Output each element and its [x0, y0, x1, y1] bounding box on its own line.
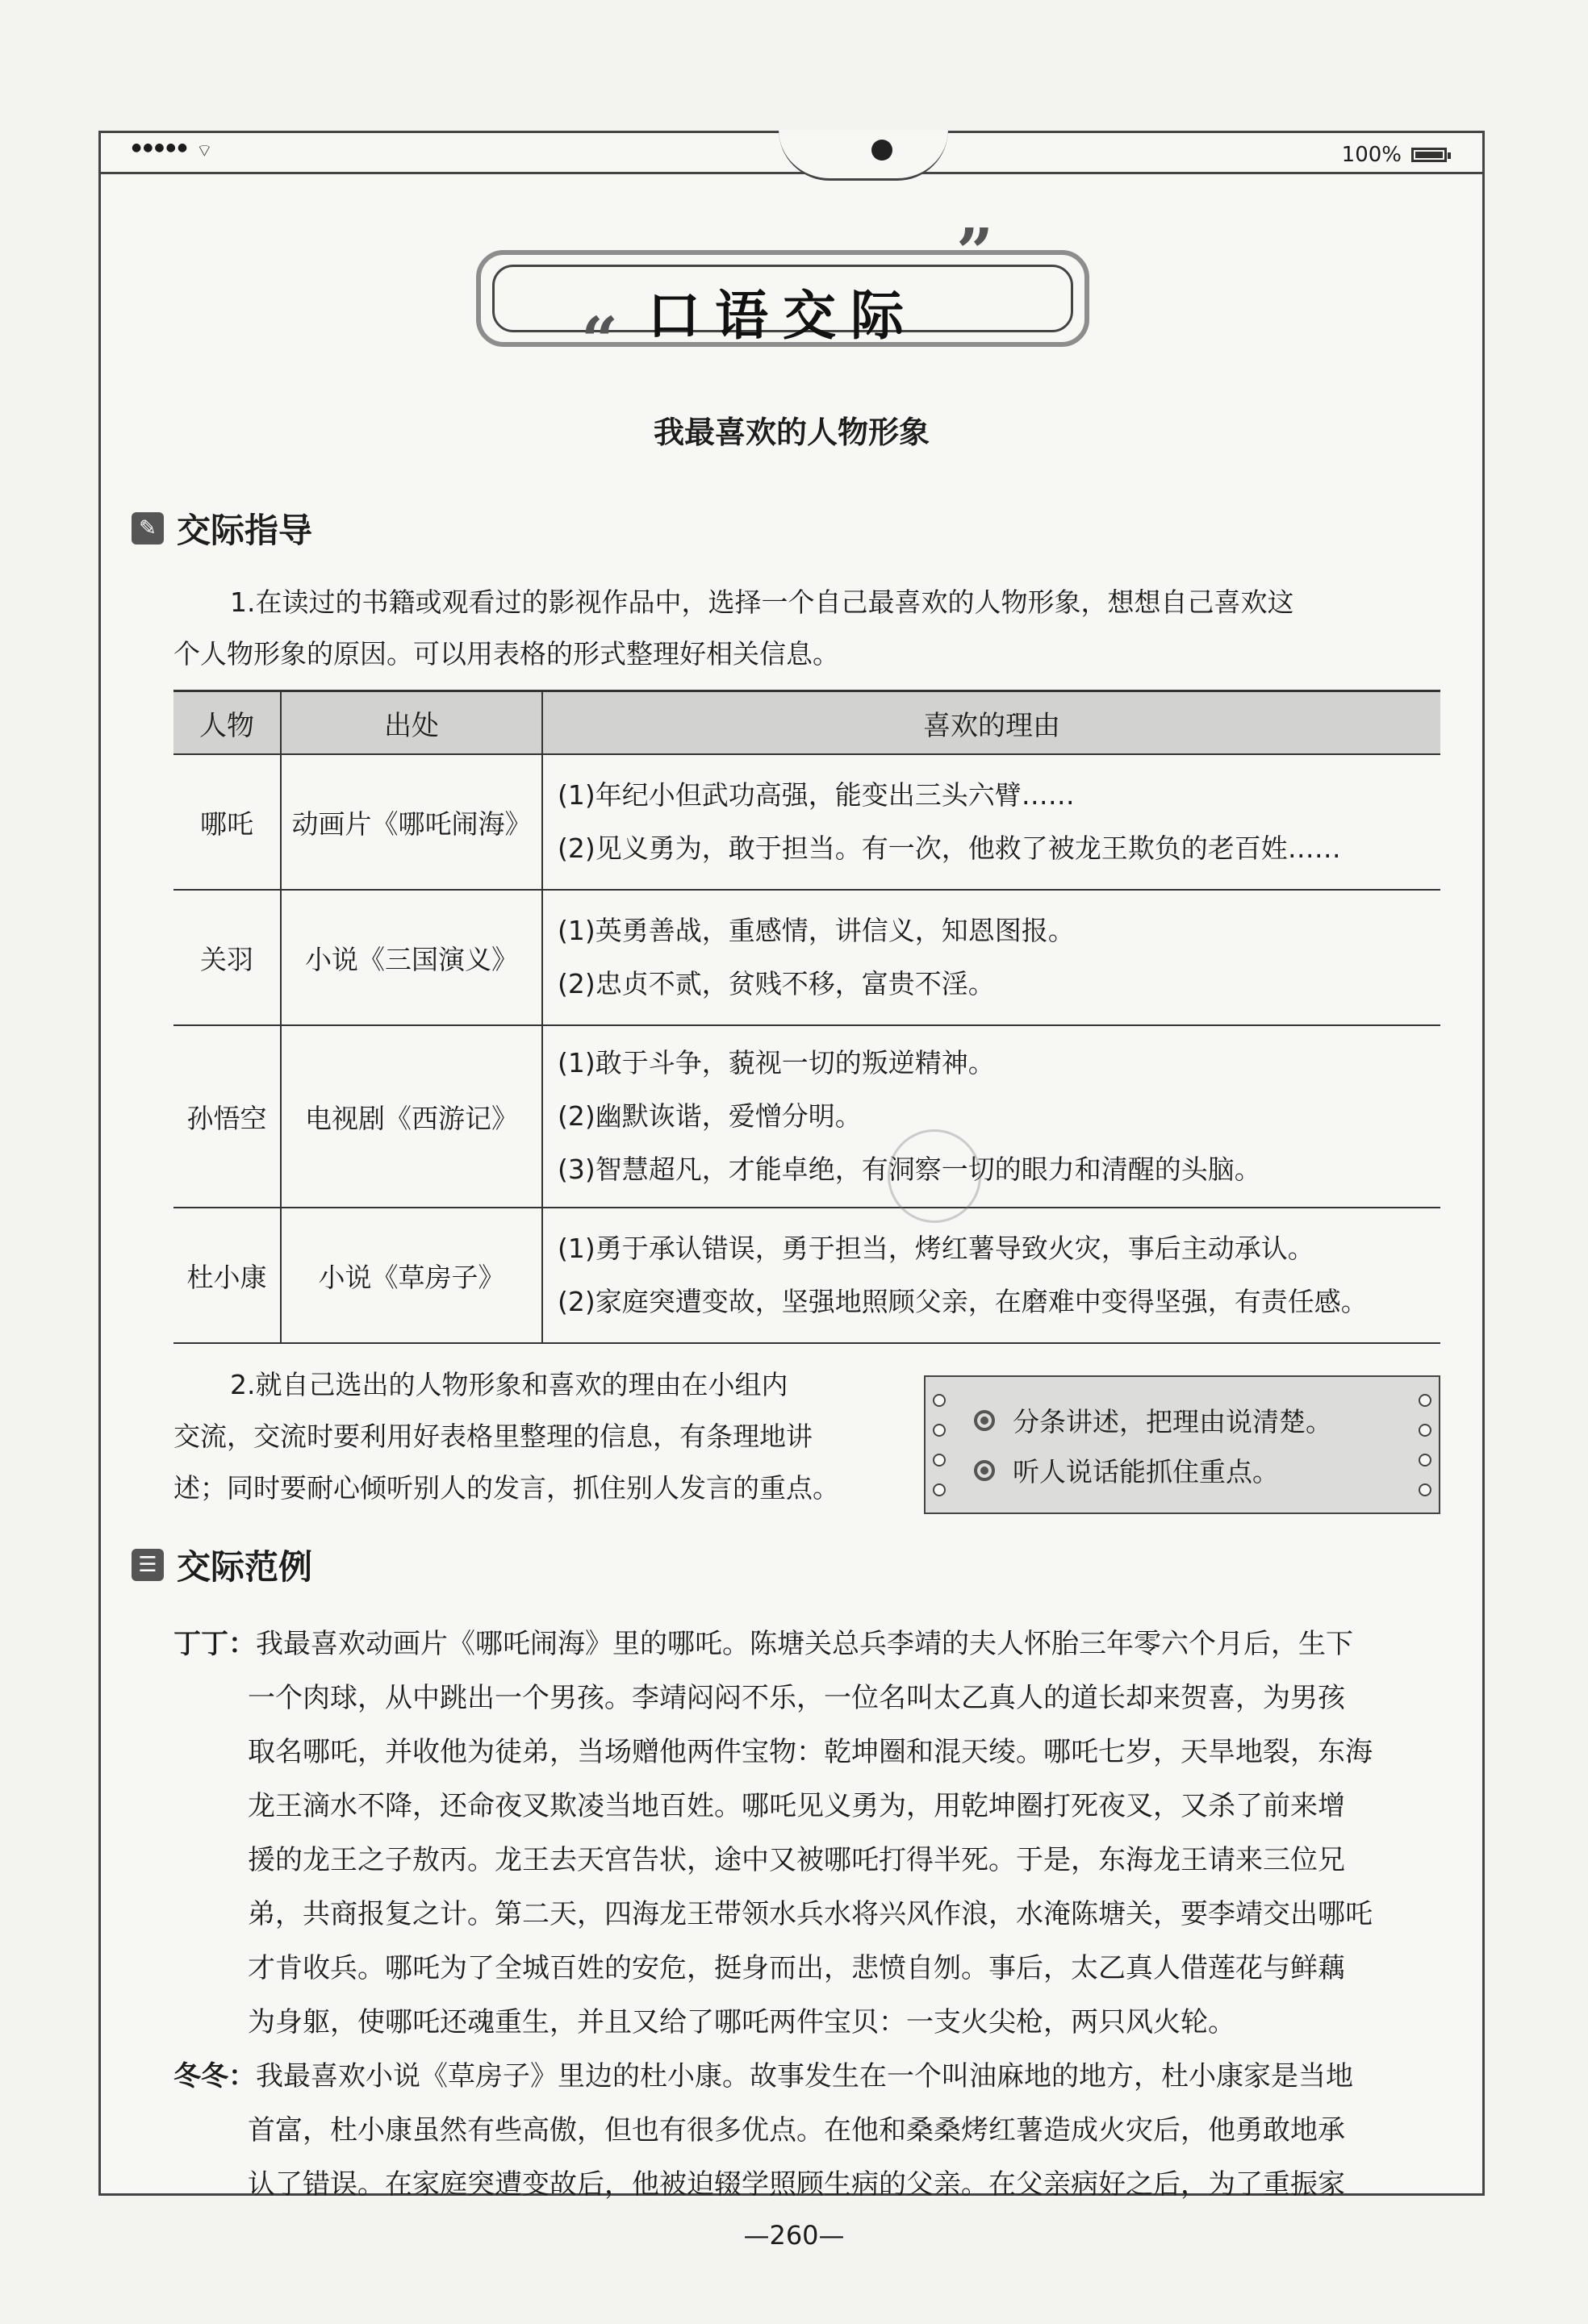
table-row	[173, 754, 1440, 890]
signal-icon: ●●●●●	[132, 141, 190, 154]
dialog-line	[173, 1617, 1448, 1671]
dialog-line: 认了错误。在家庭突遭变故后，他被迫辍学照顾生病的父亲。在父亲病好之后，为了重振家	[248, 2168, 1345, 2201]
target-bullet-icon	[974, 1460, 995, 1481]
character-source: 电视剧《西游记》	[281, 1025, 542, 1208]
instruction-2-line-3: 述；同时要耐心倾听别人的发言，抓住别人发言的重点。	[173, 1472, 839, 1504]
tips-box-left-holes	[927, 1385, 951, 1504]
reason-line: (1)英勇善战，重感情，讲信义，知恩图报。	[558, 915, 1075, 946]
list-icon: ☰	[132, 1549, 164, 1581]
table-header-row	[173, 691, 1440, 755]
banner-title: 口语交际	[647, 285, 918, 347]
reason-line: (2)忠贞不贰，贫贱不移，富贵不淫。	[558, 968, 995, 999]
character-source: 动画片《哪吒闹海》	[281, 754, 542, 890]
tip-item	[974, 1401, 1332, 1439]
stamp-watermark	[888, 1129, 981, 1223]
tablet-frame	[98, 131, 1485, 2201]
section-example-title: 交际范例	[177, 1547, 313, 1587]
tips-box-right-holes	[1413, 1385, 1437, 1504]
character-reasons	[542, 1025, 1440, 1208]
header-reasons: 喜欢的理由	[542, 691, 1440, 755]
reason-line: (3)智慧超凡，才能卓绝，有洞察一切的眼力和清醒的头脑。	[558, 1154, 1261, 1185]
reason-line: (2)幽默诙谐，爱憎分明。	[558, 1100, 862, 1132]
table-row	[173, 890, 1440, 1025]
dialog-line: 一个肉球，从中跳出一个男孩。李靖闷闷不乐，一位名叫太乙真人的道长却来贺喜，为男孩	[248, 1682, 1345, 1714]
wifi-icon: ⌔	[196, 141, 213, 161]
section-example-heading	[132, 1541, 312, 1589]
battery-icon	[1411, 148, 1447, 162]
dialog-dongdong	[173, 2050, 1448, 2212]
dialog-line: 龙王滴水不降，还命夜叉欺凌当地百姓。哪吒见义勇为，用乾坤圈打死夜叉，又杀了前来增	[248, 1790, 1345, 1822]
compass-icon: ✎	[132, 512, 164, 544]
speaker-name: 冬冬：	[173, 2060, 256, 2092]
header-source: 出处	[281, 691, 542, 755]
dialog-dingding	[173, 1617, 1448, 2050]
reason-line: (2)见义勇为，敢于担当。有一次，他救了被龙王欺负的老百姓……	[558, 832, 1341, 864]
close-quote-icon: ”	[956, 214, 994, 290]
instruction-1-line-1: 1.在读过的书籍或观看过的影视作品中，选择一个自己最喜欢的人物形象，想想自己喜欢这	[230, 586, 1294, 618]
tips-box	[924, 1375, 1440, 1514]
banner	[476, 250, 1089, 347]
dialog-line: 为身躯，使哪吒还魂重生，并且又给了哪吒两件宝贝：一支火尖枪，两只风火轮。	[248, 2006, 1235, 2038]
instruction-1-line-2: 个人物形象的原因。可以用表格的形式整理好相关信息。	[173, 638, 839, 670]
lesson-subtitle: 我最喜欢的人物形象	[653, 415, 930, 450]
character-reasons	[542, 1208, 1440, 1343]
open-quote-icon: “	[581, 302, 619, 378]
dialog-text: 我最喜欢小说《草房子》里边的杜小康。故事发生在一个叫油麻地的地方，杜小康家是当地	[256, 2060, 1353, 2092]
character-source: 小说《三国演义》	[281, 890, 542, 1025]
dialog-line: 弟，共商报复之计。第二天，四海龙王带领水兵水将兴风作浪，水淹陈塘关，要李靖交出哪吒	[248, 1898, 1373, 1930]
instruction-2-line-1: 2.就自己选出的人物形象和喜欢的理由在小组内	[230, 1369, 788, 1400]
battery-text: 100%	[1341, 143, 1402, 167]
instruction-2-line-2: 交流，交流时要利用好表格里整理的信息，有条理地讲	[173, 1421, 813, 1452]
tip-item	[974, 1451, 1279, 1489]
character-name: 孙悟空	[173, 1025, 281, 1208]
character-name: 关羽	[173, 890, 281, 1025]
camera-icon	[871, 140, 892, 161]
page-number: —260—	[743, 2220, 845, 2251]
reason-line: (1)勇于承认错误，勇于担当，烤红薯导致火灾，事后主动承认。	[558, 1233, 1314, 1264]
character-source: 小说《草房子》	[281, 1208, 542, 1343]
dialog-line	[173, 2050, 1448, 2104]
table-row	[173, 1025, 1440, 1208]
character-name: 哪吒	[173, 754, 281, 890]
reason-line: (1)敢于斗争，藐视一切的叛逆精神。	[558, 1047, 995, 1079]
dialog-text: 我最喜欢动画片《哪吒闹海》里的哪吒。陈塘关总兵李靖的夫人怀胎三年零六个月后，生下	[256, 1628, 1353, 1660]
section-guide-heading	[132, 504, 312, 553]
tip-text: 听人说话能抓住重点。	[1013, 1456, 1279, 1487]
table-row	[173, 1208, 1440, 1343]
character-reasons	[542, 754, 1440, 890]
character-reasons	[542, 890, 1440, 1025]
speaker-name: 丁丁：	[173, 1628, 256, 1660]
dialog-line: 才肯收兵。哪吒为了全城百姓的安危，挺身而出，悲愤自刎。事后，太乙真人借莲花与鲜藕	[248, 1952, 1345, 1984]
character-table	[173, 690, 1440, 1344]
dialog-line: 首富，杜小康虽然有些高傲，但也有很多优点。在他和桑桑烤红薯造成火灾后，他勇敢地承	[248, 2114, 1345, 2147]
header-name: 人物	[173, 691, 281, 755]
target-bullet-icon	[974, 1410, 995, 1431]
dialog-line: 援的龙王之子敖丙。龙王去天宫告状，途中又被哪吒打得半死。于是，东海龙王请来三位兄	[248, 1844, 1345, 1876]
reason-line: (2)家庭突遭变故，坚强地照顾父亲，在磨难中变得坚强，有责任感。	[558, 1286, 1368, 1317]
dialog-line: 取名哪吒，并收他为徒弟，当场赠他两件宝物：乾坤圈和混天绫。哪吒七岁，天旱地裂，东海	[248, 1736, 1373, 1768]
tip-text: 分条讲述，把理由说清楚。	[1013, 1406, 1332, 1437]
reason-line: (1)年纪小但武功高强，能变出三头六臂……	[558, 779, 1075, 811]
section-guide-title: 交际指导	[177, 511, 313, 550]
notch	[779, 130, 948, 181]
character-name: 杜小康	[173, 1208, 281, 1343]
